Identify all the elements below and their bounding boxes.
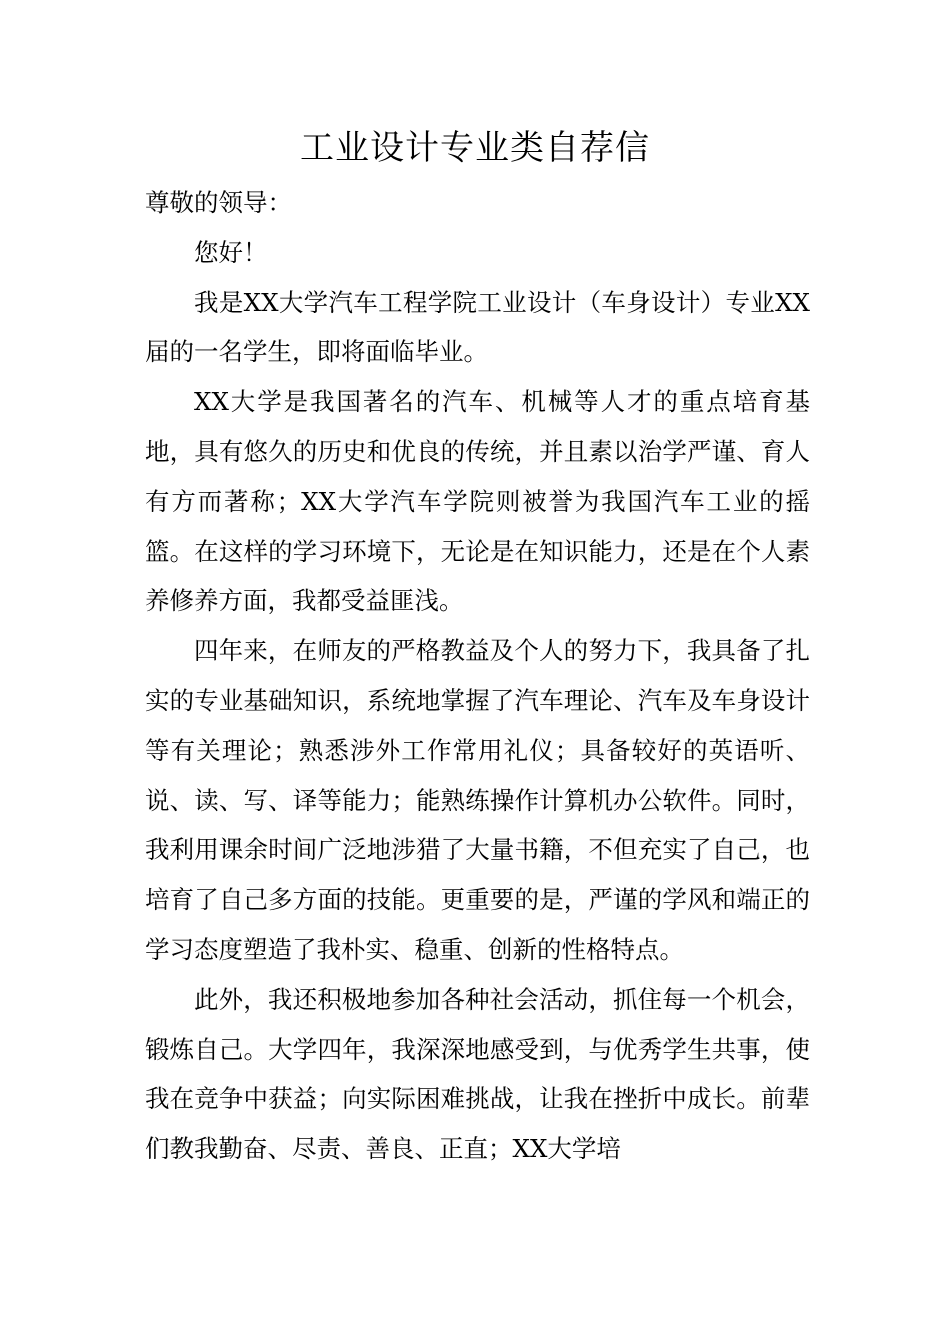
paragraph-2: XX大学是我国著名的汽车、机械等人才的重点培育基地，具有悠久的历史和优良的传统，并且素以治学严谨、育人有方而著称；XX大学汽车学院则被誉为我国汽车工业的摇篮。在这样的学习环境下，无论是在知识能力，还是在个人素养修养方面，我都受益匪浅。 <box>145 387 810 616</box>
paragraph-1: 我是XX大学汽车工程学院工业设计（车身设计）专业XX届的一名学生，即将面临毕业。 <box>145 287 810 367</box>
document-title: 工业设计专业类自荐信 <box>300 128 650 168</box>
paragraph-4: 此外，我还积极地参加各种社会活动，抓住每一个机会，锻炼自己。大学四年，我深深地感受到，与优秀学生共事，使我在竞争中获益；向实际困难挑战，让我在挫折中成长。前辈们教我勤奋、尽责、善良、正直；XX大学培 <box>145 984 810 1164</box>
letter-body <box>145 178 810 1174</box>
greeting: 您好！ <box>194 237 268 267</box>
salutation: 尊敬的领导： <box>145 188 292 217</box>
paragraph-3: 四年来，在师友的严格教益及个人的努力下，我具备了扎实的专业基础知识，系统地掌握了汽车理论、汽车及车身设计等有关理论；熟悉涉外工作常用礼仪；具备较好的英语听、说、读、写、译等能力；能熟练操作计算机办公软件。同时，我利用课余时间广泛地涉猎了大量书籍，不但充实了自己，也培育了自己多方面的技能。更重要的是，严谨的学风和端正的学习态度塑造了我朴实、稳重、创新的性格特点。 <box>145 636 810 964</box>
